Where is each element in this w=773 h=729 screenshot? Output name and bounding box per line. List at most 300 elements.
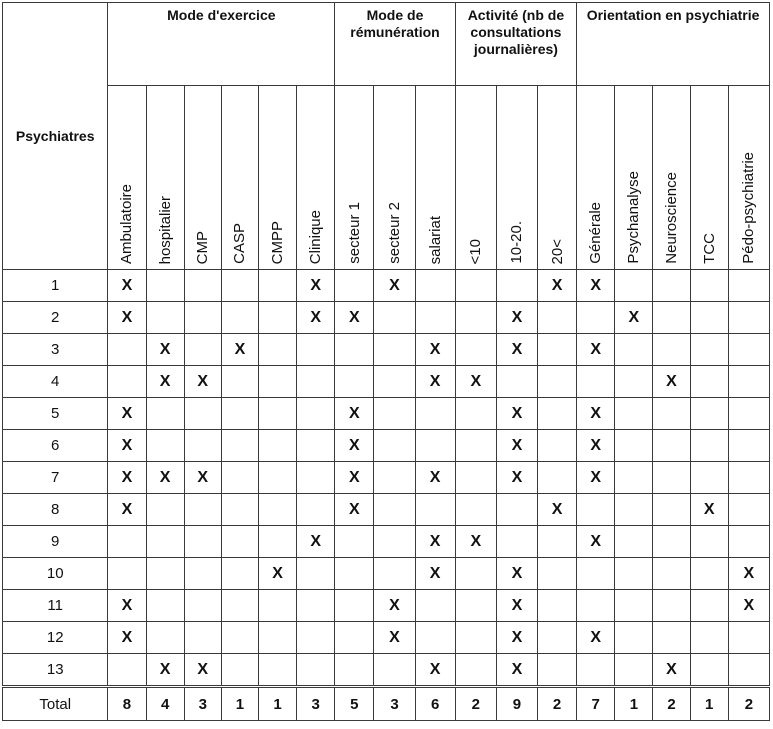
table-cell [297, 334, 335, 366]
table-cell [374, 462, 415, 494]
table-cell [146, 270, 184, 302]
column-header [374, 86, 415, 270]
column-header [335, 86, 374, 270]
table-cell [690, 270, 728, 302]
table-row [3, 622, 770, 654]
table-cell: X [184, 366, 221, 398]
table-cell: X [146, 654, 184, 687]
column-header-label: 20< [548, 238, 566, 264]
table-cell [577, 302, 615, 334]
table-cell [653, 558, 690, 590]
table-cell [374, 430, 415, 462]
table-cell: X [108, 590, 146, 622]
row-label: 11 [3, 590, 108, 622]
total-value: 1 [221, 687, 258, 721]
table-cell [258, 270, 296, 302]
column-header-label: secteur 2 [385, 202, 403, 264]
table-cell: X [108, 398, 146, 430]
table-cell [184, 558, 221, 590]
table-cell [221, 622, 258, 654]
table-cell [455, 494, 496, 526]
column-header [538, 86, 577, 270]
table-cell [690, 462, 728, 494]
total-value: 6 [415, 687, 455, 721]
table-row [3, 366, 770, 398]
table-cell [108, 526, 146, 558]
table-cell: X [538, 494, 577, 526]
table-cell: X [221, 334, 258, 366]
table-cell [577, 590, 615, 622]
table-cell: X [335, 462, 374, 494]
table-cell [728, 526, 769, 558]
table-cell [690, 526, 728, 558]
table-cell [415, 398, 455, 430]
table-cell: X [415, 462, 455, 494]
table-cell [297, 558, 335, 590]
table-cell: X [297, 302, 335, 334]
table-cell [184, 590, 221, 622]
table-cell [335, 558, 374, 590]
table-cell [615, 430, 653, 462]
table-cell: X [415, 558, 455, 590]
table-cell [374, 366, 415, 398]
table-cell [184, 622, 221, 654]
table-cell [184, 494, 221, 526]
table-row [3, 398, 770, 430]
table-cell [728, 270, 769, 302]
table-cell [374, 302, 415, 334]
table-cell: X [258, 558, 296, 590]
table-cell [221, 558, 258, 590]
table-row [3, 558, 770, 590]
table-cell: X [335, 302, 374, 334]
table-cell [221, 270, 258, 302]
column-header [258, 86, 296, 270]
table-cell [221, 430, 258, 462]
table-cell [146, 398, 184, 430]
table-cell [615, 654, 653, 687]
table-cell [297, 494, 335, 526]
table-cell [415, 302, 455, 334]
table-cell [184, 430, 221, 462]
table-cell [496, 270, 537, 302]
table-cell [538, 366, 577, 398]
table-cell: X [496, 430, 537, 462]
table-cell [184, 526, 221, 558]
table-cell [653, 334, 690, 366]
table-row [3, 302, 770, 334]
table-cell [577, 654, 615, 687]
table-cell [728, 622, 769, 654]
table-cell: X [455, 366, 496, 398]
table-cell: X [415, 654, 455, 687]
table-cell [615, 590, 653, 622]
table-cell [615, 462, 653, 494]
table-cell [108, 334, 146, 366]
group-header-activite: Activité (nb de consultations journalières) [455, 3, 576, 86]
table-cell: X [653, 654, 690, 687]
column-header-label: Générale [587, 202, 605, 264]
table-cell [538, 654, 577, 687]
table-cell: X [577, 526, 615, 558]
table-cell: X [335, 430, 374, 462]
column-header-label: secteur 1 [345, 202, 363, 264]
column-header-label: CASP [231, 223, 249, 264]
table-cell [335, 590, 374, 622]
table-cell: X [146, 366, 184, 398]
table-cell [690, 622, 728, 654]
table-cell: X [146, 462, 184, 494]
table-cell [297, 590, 335, 622]
table-cell [455, 270, 496, 302]
row-label: 9 [3, 526, 108, 558]
table-cell [184, 270, 221, 302]
table-cell [258, 654, 296, 687]
table-cell [577, 494, 615, 526]
row-label: 3 [3, 334, 108, 366]
total-value: 2 [728, 687, 769, 721]
row-label: 13 [3, 654, 108, 687]
table-cell [728, 462, 769, 494]
row-label: 2 [3, 302, 108, 334]
table-cell [615, 558, 653, 590]
table-cell [146, 558, 184, 590]
table-cell [653, 398, 690, 430]
table-cell [538, 462, 577, 494]
table-row [3, 590, 770, 622]
table-cell [221, 494, 258, 526]
table-cell: X [108, 494, 146, 526]
table-cell [615, 270, 653, 302]
psychiatrists-table [2, 2, 770, 721]
column-header [615, 86, 653, 270]
table-cell [146, 590, 184, 622]
total-value: 5 [335, 687, 374, 721]
table-cell [653, 622, 690, 654]
column-header-label: 10-20. [508, 221, 526, 264]
row-label: 5 [3, 398, 108, 430]
table-cell [258, 622, 296, 654]
table-cell [455, 334, 496, 366]
table-cell [184, 302, 221, 334]
table-cell: X [577, 398, 615, 430]
column-header-label: salariat [426, 215, 444, 264]
table-cell [221, 462, 258, 494]
row-label: 6 [3, 430, 108, 462]
table-cell [108, 558, 146, 590]
table-cell [577, 558, 615, 590]
table-cell [615, 398, 653, 430]
table-cell: X [577, 334, 615, 366]
table-cell: X [577, 622, 615, 654]
column-header [728, 86, 769, 270]
column-header [184, 86, 221, 270]
table-cell: X [108, 430, 146, 462]
table-cell [258, 430, 296, 462]
table-cell [108, 366, 146, 398]
row-label: 1 [3, 270, 108, 302]
table-cell [538, 622, 577, 654]
total-value: 2 [653, 687, 690, 721]
table-cell [297, 654, 335, 687]
table-cell [728, 398, 769, 430]
table-cell [690, 558, 728, 590]
row-label: 4 [3, 366, 108, 398]
table-cell [221, 398, 258, 430]
table-cell [146, 526, 184, 558]
table-cell [374, 398, 415, 430]
table-cell: X [146, 334, 184, 366]
total-value: 2 [455, 687, 496, 721]
table-cell [455, 558, 496, 590]
table-cell: X [690, 494, 728, 526]
table-cell [335, 270, 374, 302]
table-cell [258, 494, 296, 526]
table-cell [455, 430, 496, 462]
table-cell: X [577, 270, 615, 302]
row-label: 8 [3, 494, 108, 526]
total-value: 2 [538, 687, 577, 721]
total-label: Total [3, 687, 108, 721]
table-cell [538, 398, 577, 430]
table-cell: X [108, 270, 146, 302]
column-header-label: Clinique [307, 209, 325, 264]
total-value: 9 [496, 687, 537, 721]
table-cell [538, 334, 577, 366]
table-cell [615, 366, 653, 398]
table-cell [146, 430, 184, 462]
column-header-label: Ambulatoire [118, 183, 136, 264]
row-header-psychiatres: Psychiatres [3, 3, 108, 270]
group-header-row [3, 3, 770, 86]
table-cell: X [415, 366, 455, 398]
table-cell [653, 430, 690, 462]
table-cell [455, 462, 496, 494]
total-value: 4 [146, 687, 184, 721]
table-cell: X [184, 654, 221, 687]
table-cell [538, 430, 577, 462]
table-cell [496, 526, 537, 558]
column-header [653, 86, 690, 270]
table-cell: X [496, 462, 537, 494]
table-cell: X [496, 622, 537, 654]
table-cell [221, 366, 258, 398]
table-cell [258, 526, 296, 558]
table-cell [146, 302, 184, 334]
table-cell [577, 366, 615, 398]
table-cell [496, 494, 537, 526]
table-row [3, 334, 770, 366]
table-cell: X [496, 558, 537, 590]
table-cell: X [496, 654, 537, 687]
table-cell: X [728, 558, 769, 590]
table-cell [415, 622, 455, 654]
table-cell [374, 494, 415, 526]
table-cell [374, 526, 415, 558]
table-cell [184, 334, 221, 366]
table-row [3, 270, 770, 302]
table-cell: X [577, 462, 615, 494]
table-cell [221, 654, 258, 687]
table-cell: X [496, 302, 537, 334]
table-cell [538, 590, 577, 622]
column-header-label: TCC [700, 233, 718, 264]
table-cell [690, 654, 728, 687]
column-header [455, 86, 496, 270]
table-cell: X [728, 590, 769, 622]
table-cell: X [496, 590, 537, 622]
table-cell [653, 494, 690, 526]
table-cell [221, 590, 258, 622]
table-cell [258, 302, 296, 334]
table-cell [690, 366, 728, 398]
table-cell [297, 462, 335, 494]
table-cell [221, 302, 258, 334]
table-cell: X [297, 270, 335, 302]
column-header [415, 86, 455, 270]
table-cell [335, 366, 374, 398]
table-row [3, 430, 770, 462]
table-row [3, 494, 770, 526]
table-cell [297, 622, 335, 654]
total-value: 1 [690, 687, 728, 721]
table-cell: X [538, 270, 577, 302]
column-header [690, 86, 728, 270]
table-cell [374, 334, 415, 366]
total-value: 3 [297, 687, 335, 721]
table-cell [221, 526, 258, 558]
table-cell [653, 270, 690, 302]
total-row [3, 687, 770, 721]
table-cell [653, 462, 690, 494]
column-header [577, 86, 615, 270]
table-cell [690, 398, 728, 430]
column-header-label: Pédo-psychiatrie [740, 152, 758, 264]
total-value: 1 [615, 687, 653, 721]
table-cell [653, 590, 690, 622]
column-header [496, 86, 537, 270]
table-cell: X [415, 334, 455, 366]
table-cell: X [335, 494, 374, 526]
table-cell: X [108, 462, 146, 494]
table-cell [335, 334, 374, 366]
table-cell: X [374, 590, 415, 622]
column-header-label: <10 [467, 238, 485, 264]
table-row [3, 654, 770, 687]
row-label: 10 [3, 558, 108, 590]
column-header [221, 86, 258, 270]
table-cell: X [374, 622, 415, 654]
table-cell [455, 622, 496, 654]
table-cell: X [108, 302, 146, 334]
table-cell [258, 462, 296, 494]
table-cell [297, 398, 335, 430]
table-cell [615, 526, 653, 558]
table-cell [728, 430, 769, 462]
total-value: 3 [184, 687, 221, 721]
group-header-mode-remuneration: Mode de rémunération [335, 3, 455, 86]
table-cell: X [297, 526, 335, 558]
table-cell [728, 302, 769, 334]
table-row [3, 526, 770, 558]
table-cell [258, 334, 296, 366]
total-value: 1 [258, 687, 296, 721]
table-cell [496, 366, 537, 398]
group-header-orientation: Orientation en psychiatrie [577, 3, 770, 86]
table-cell [146, 622, 184, 654]
column-header [108, 86, 146, 270]
table-cell [297, 430, 335, 462]
table-cell [455, 302, 496, 334]
total-value: 3 [374, 687, 415, 721]
total-value: 7 [577, 687, 615, 721]
table-cell [258, 590, 296, 622]
table-cell [728, 366, 769, 398]
table-cell [415, 430, 455, 462]
table-cell [335, 526, 374, 558]
table-cell [415, 270, 455, 302]
column-header-label: Psychanalyse [625, 171, 643, 264]
table-cell [455, 398, 496, 430]
table-cell: X [577, 430, 615, 462]
column-header-label: hospitalier [156, 195, 174, 264]
table-cell [184, 398, 221, 430]
table-cell: X [108, 622, 146, 654]
table-cell [415, 590, 455, 622]
table-cell [146, 494, 184, 526]
table-cell: X [335, 398, 374, 430]
table-row [3, 462, 770, 494]
table-cell [374, 558, 415, 590]
table-cell [615, 622, 653, 654]
table-cell: X [374, 270, 415, 302]
table-cell [538, 302, 577, 334]
row-label: 12 [3, 622, 108, 654]
table-cell [258, 398, 296, 430]
table-cell: X [496, 398, 537, 430]
table-cell [335, 622, 374, 654]
column-header-label: CMP [194, 230, 212, 264]
column-header-label: CMPP [269, 220, 287, 264]
table-cell [653, 526, 690, 558]
table-cell [335, 654, 374, 687]
table-cell [258, 366, 296, 398]
column-header-row [3, 86, 770, 270]
table-cell [455, 654, 496, 687]
column-header [146, 86, 184, 270]
table-body [3, 270, 770, 721]
table-cell [690, 302, 728, 334]
table-cell [653, 302, 690, 334]
table-cell [374, 654, 415, 687]
table-cell: X [184, 462, 221, 494]
table-cell [455, 590, 496, 622]
table-cell [728, 334, 769, 366]
table-cell: X [653, 366, 690, 398]
table-cell: X [496, 334, 537, 366]
table-cell [615, 494, 653, 526]
table-cell [728, 494, 769, 526]
table-cell: X [415, 526, 455, 558]
table-cell [690, 430, 728, 462]
table-cell [728, 654, 769, 687]
group-header-mode-exercice: Mode d'exercice [108, 3, 335, 86]
table-cell: X [455, 526, 496, 558]
table-cell [615, 334, 653, 366]
table-cell [297, 366, 335, 398]
column-header-label: Neuroscience [663, 172, 680, 264]
table-cell [690, 590, 728, 622]
